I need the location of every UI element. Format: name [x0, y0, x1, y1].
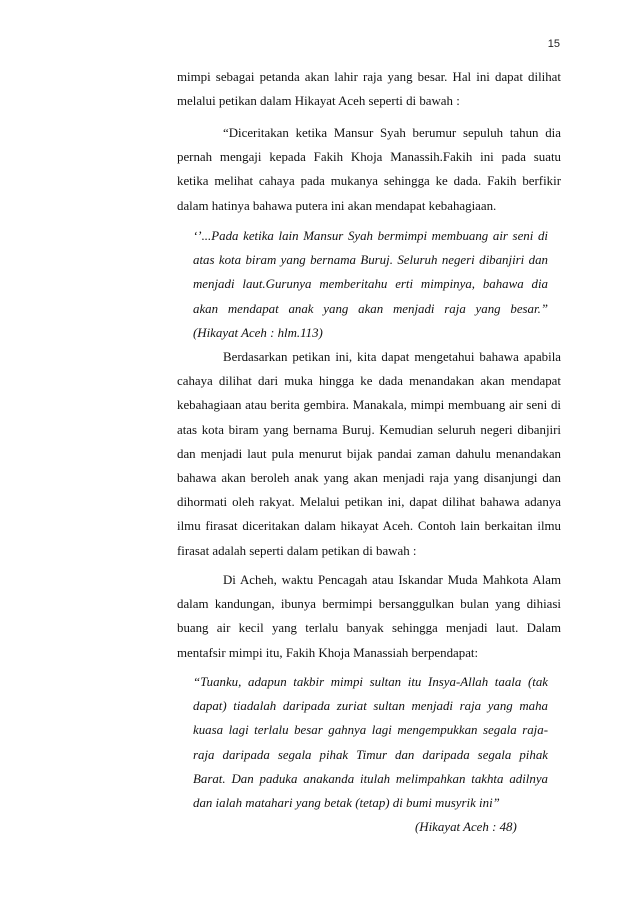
text-line: Berdasarkan petikan ini, kita dapat mengetahui bahawa apabila: [223, 350, 561, 364]
paragraph: [177, 121, 561, 218]
text-line: “Diceritakan ketika Mansur Syah berumur sepuluh tahun dia: [223, 126, 561, 140]
quote-line: “Tuanku, adapun takbir mimpi sultan itu Insya-Allah taala (tak: [193, 675, 548, 689]
text-line: cahaya dilihat dari muka hingga ke dada menandakan akan mendapat: [177, 374, 561, 389]
quote-line: atas kota biram yang bernama Buruj. Seluruh negeri dibanjiri dan: [193, 253, 548, 268]
quote-line: raja daripada segala pihak Timur dan daripada segala pihak: [193, 747, 548, 762]
text-line: ketika melihat cahaya pada mukanya sehingga ke dada. Fakih berfikir: [177, 174, 561, 189]
block-quote: [193, 224, 548, 345]
text-line: pernah mengaji kepada Fakih Khoja Manassih.Fakih ini pada suatu: [177, 150, 561, 165]
text-line: dalam hatinya bahawa putera ini akan mendapat kebahagiaan.: [177, 198, 497, 213]
text-line: dihormati oleh rakyat. Melalui petikan ini, dapat dilihat bahawa adanya: [177, 495, 561, 510]
quote-line: menjadi laut.Gurunya memberitahu erti mimpinya, bahawa dia: [193, 277, 548, 292]
text-line: firasat adalah seperti dalam petikan di bawah :: [177, 543, 417, 558]
quote-citation: (Hikayat Aceh : hlm.113): [193, 325, 323, 340]
paragraph: [177, 345, 561, 563]
paragraph: [177, 568, 561, 665]
text-line: Di Acheh, waktu Pencagah atau Iskandar Muda Mahkota Alam: [223, 573, 561, 587]
text-line: dalam kandungan, ibunya bermimpi bersanggulkan bulan yang dihiasi: [177, 597, 561, 612]
quote-citation: (Hikayat Aceh : 48): [415, 820, 517, 835]
quote-line: akan mendapat anak yang akan menjadi raja yang besar.”: [193, 301, 548, 316]
text-line: ilmu firasat diceritakan dalam hikayat Aceh. Contoh lain berkaitan ilmu: [177, 519, 561, 534]
text-line: mentafsir mimpi itu, Fakih Khoja Manassiah berpendapat:: [177, 645, 479, 660]
text-line: atas kota biram yang bernama Buruj. Kemudian seluruh negeri dibanjiri: [177, 422, 561, 437]
text-line: melalui petikan dalam Hikayat Aceh seperti di bawah :: [177, 94, 460, 109]
quote-line: kuasa lagi terlalu besar gahnya lagi mengempukkan segala raja-: [193, 723, 548, 738]
quote-line: dan ialah matahari yang betak (tetap) di bumi musyrik ini”: [193, 795, 500, 810]
text-line: kebahagiaan atau berita gembira. Manakala, mimpi membuang air seni di: [177, 398, 561, 413]
block-quote: [193, 670, 548, 839]
page-number: 15: [547, 38, 560, 50]
quote-line: Barat. Dan paduka anakanda itulah melimpahkan takhta adilnya: [193, 771, 548, 786]
quote-line: ‘’...Pada ketika lain Mansur Syah bermimpi membuang air seni di: [193, 229, 548, 243]
quote-line: dapat) tiadalah daripada zuriat sultan menjadi raja yang maha: [193, 699, 548, 714]
text-line: dan menjadi laut pula menurut bijak pandai zaman dahulu menandakan: [177, 446, 561, 461]
text-line: bahawa akan beroleh anak yang akan menjadi raja yang disanjungi dan: [177, 470, 561, 485]
text-line: buang air kecil yang terlalu banyak sehingga menjadi laut. Dalam: [177, 621, 561, 636]
paragraph-continuation: [177, 65, 561, 113]
text-line: mimpi sebagai petanda akan lahir raja yang besar. Hal ini dapat dilihat: [177, 70, 561, 84]
